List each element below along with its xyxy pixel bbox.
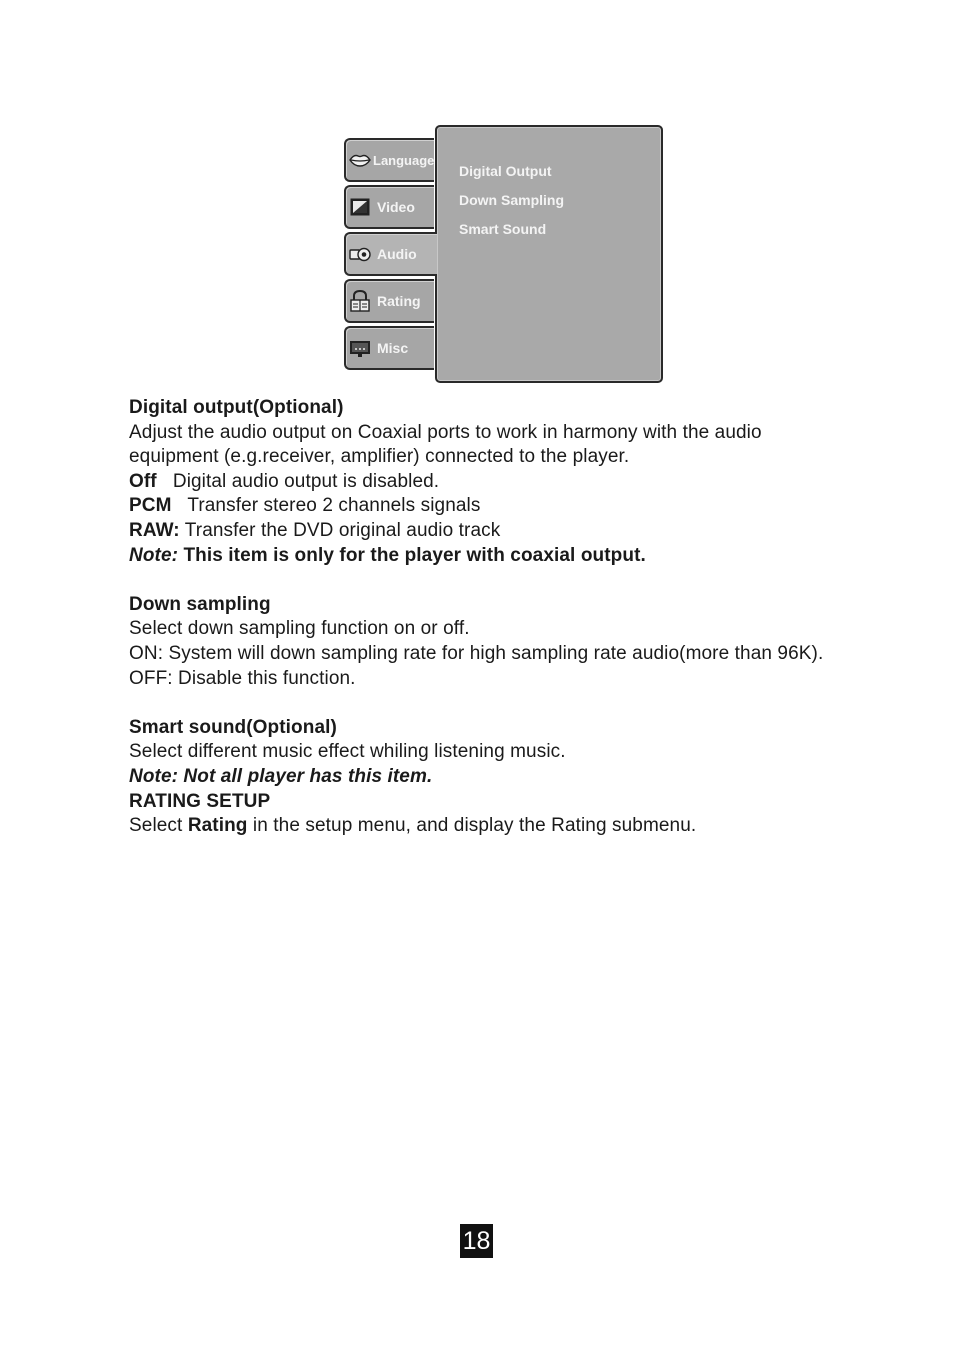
- tab-label-audio: Audio: [377, 246, 417, 262]
- tab-video[interactable]: [344, 185, 434, 229]
- page-number: 18: [460, 1224, 493, 1258]
- lips-icon: [349, 149, 371, 171]
- tab-language[interactable]: [344, 138, 434, 182]
- raw-text: Transfer the DVD original audio track: [184, 519, 501, 541]
- tab-label-rating: Rating: [377, 293, 421, 309]
- smart-sound-line-1: Select different music effect whiling listening music.: [129, 741, 566, 763]
- off-term: Off: [129, 470, 157, 492]
- down-sampling-heading: Down sampling: [129, 593, 271, 615]
- smart-sound-note: Note: Not all player has this item.: [129, 765, 433, 787]
- tab-misc[interactable]: [344, 326, 434, 370]
- raw-term: RAW:: [129, 519, 180, 541]
- off-text: Digital audio output is disabled.: [172, 470, 440, 492]
- rating-setup-keyword: Rating: [187, 815, 248, 837]
- down-sampling-line-3: OFF: Disable this function.: [129, 667, 356, 689]
- note-label: Note:: [129, 544, 179, 566]
- audio-options-panel: [435, 125, 663, 383]
- lock-icon: [349, 290, 371, 312]
- down-sampling-line-1: Select down sampling function on or off.: [129, 618, 470, 640]
- pcm-term: PCM: [129, 495, 172, 517]
- audio-options-list: [459, 161, 564, 248]
- option-smart-sound[interactable]: Smart Sound: [459, 221, 547, 237]
- speaker-icon: [349, 243, 371, 265]
- setup-menu-illustration: [344, 125, 662, 383]
- rating-setup-line: [129, 814, 849, 839]
- raw-line: [129, 519, 849, 544]
- digital-output-desc-2: equipment (e.g.receiver, amplifier) connected to the player.: [129, 446, 630, 468]
- pcm-line: [129, 494, 849, 519]
- tab-label-video: Video: [377, 199, 415, 215]
- pcm-text: Transfer stereo 2 channels signals: [187, 495, 481, 517]
- rating-setup-post: in the setup menu, and display the Rating submenu.: [252, 815, 697, 837]
- digital-output-heading: Digital output(Optional): [129, 397, 344, 418]
- tab-label-misc: Misc: [377, 340, 409, 356]
- tab-rating[interactable]: [344, 279, 434, 323]
- misc-icon: [349, 337, 371, 359]
- rating-setup-pre: Select: [129, 815, 183, 837]
- digital-output-desc-1: Adjust the audio output on Coaxial ports to work in harmony with the audio: [129, 421, 762, 443]
- tab-label-language: Language: [373, 152, 435, 168]
- tab-audio[interactable]: [344, 232, 437, 276]
- option-down-sampling[interactable]: Down Sampling: [459, 192, 564, 208]
- down-sampling-line-2: ON: System will down sampling rate for high sampling rate audio(more than 96K).: [129, 642, 824, 664]
- digital-output-note: [129, 544, 849, 569]
- manual-text: [129, 396, 849, 839]
- off-line: [129, 470, 849, 495]
- smart-sound-heading: Smart sound(Optional): [129, 716, 337, 738]
- option-digital-output[interactable]: Digital Output: [459, 163, 552, 179]
- rating-setup-heading: RATING SETUP: [129, 790, 271, 812]
- monitor-icon: [349, 196, 371, 218]
- note-text: This item is only for the player with coaxial output.: [183, 544, 646, 566]
